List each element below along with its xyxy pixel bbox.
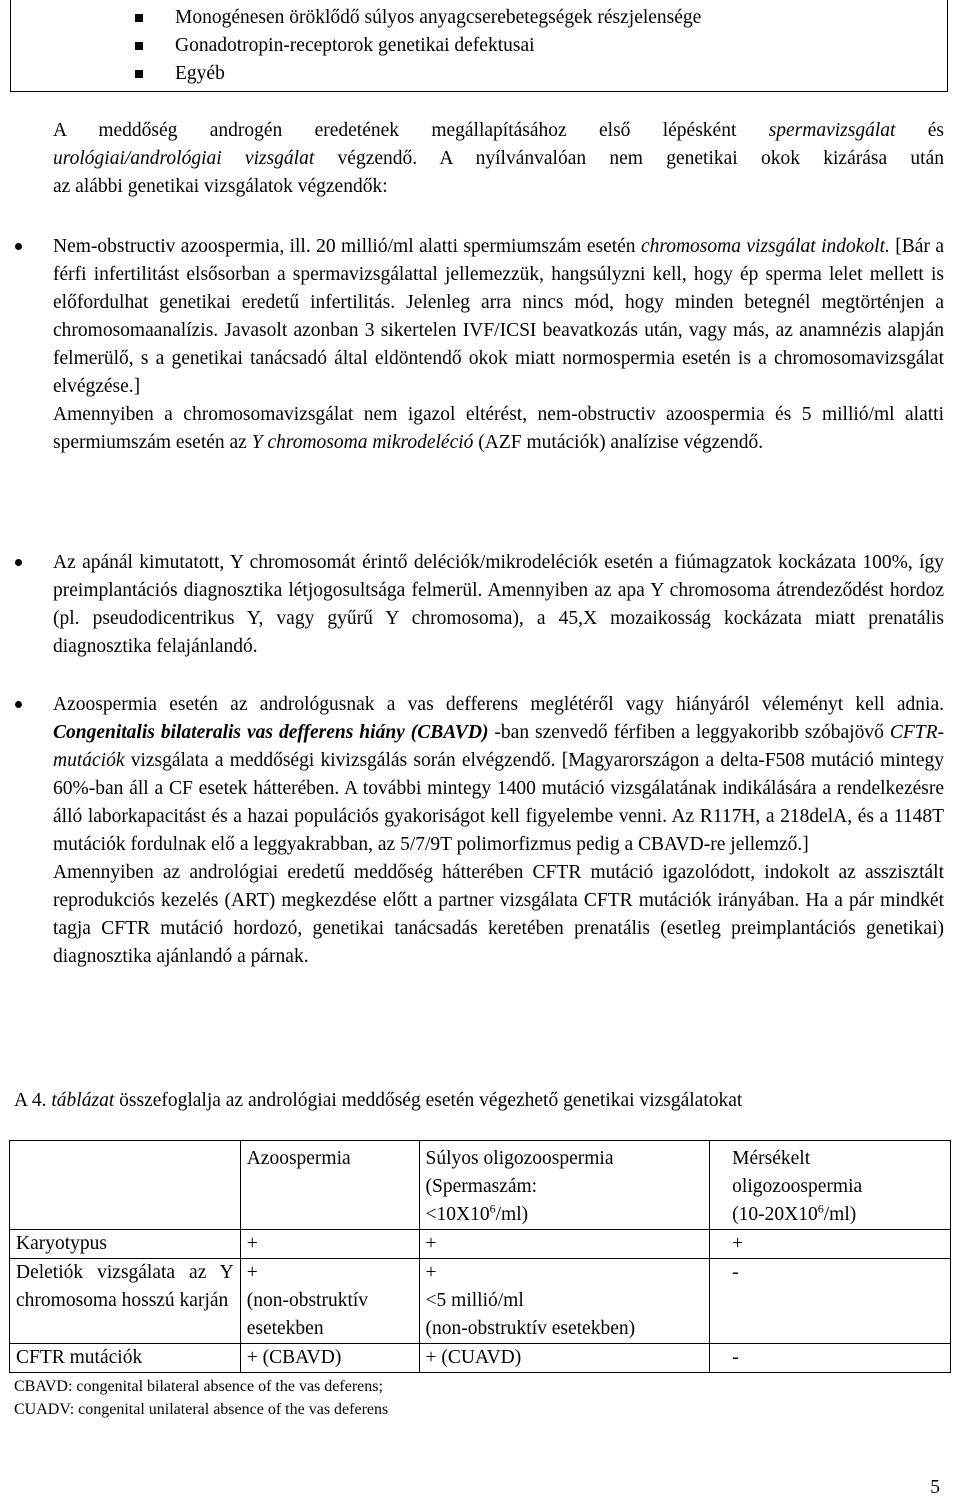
table-row-label: Karyotypus xyxy=(10,1230,241,1259)
table-cell: + (non-obstruktív esetekben xyxy=(240,1259,419,1344)
table-header-cell: Azoospermia xyxy=(240,1141,419,1230)
table-cell: + xyxy=(419,1230,710,1259)
table-cell: - xyxy=(710,1259,951,1344)
bullet-icon xyxy=(15,559,22,566)
footnote-cuadv: CUADV: congenital unilateral absence of the vas deferens xyxy=(14,1401,389,1418)
table-cell: + xyxy=(240,1230,419,1259)
bullet-icon xyxy=(15,701,22,708)
table-cell: + (CUAVD) xyxy=(419,1344,710,1373)
bullet-body: Nem-obstructiv azoospermia, ill. 20 millió/ml alatti spermiumszám esetén chromosoma vizsgálat indokolt. [Bár a férfi infertilitást elsősorban a spermavizsgálattal jellemezzük, hangsúlyzni kell, hogy ép sperma lelet mellett is előfordulhat genetikai eredetű infertilitás. Jelenleg arra nincs mód, hogy minden betegnél megtörténjen a chromosomaanalízis. Javasolt azonban 3 sikertelen IVF/ICSI beavatkozás után, vagy más, az anamnézis alapján felmerülő, s a genetikai tanácsadó által eldöntendő okok miatt normospermia esetén is a chromosomavizsgálat elvégzése.] Amennyiben a chromosomavizsgálat nem igazol eltérést, nem-obstructiv azoospermia és 5 millió/ml alatti spermiumszám esetén az Y chromosoma mikrodeléció (AZF mutációk) analízise végzendő. xyxy=(53,236,944,453)
table-row xyxy=(10,1230,951,1259)
square-bullet-list xyxy=(134,4,701,88)
genetic-tests-table xyxy=(9,1140,951,1373)
table-cell: + (CBAVD) xyxy=(240,1344,419,1373)
page-number: 5 xyxy=(930,1477,940,1498)
table-cell: + xyxy=(710,1230,951,1259)
table-header-empty xyxy=(10,1141,241,1230)
list-item: Egyéb xyxy=(134,60,701,88)
square-bullet-icon xyxy=(135,70,143,78)
table-header-row xyxy=(10,1141,951,1230)
table-intro: A 4. táblázat összefoglalja az andrológiai meddőség esetén végezhető genetikai vizsgálatokat xyxy=(14,1090,743,1111)
top-list-box xyxy=(10,0,948,92)
table-row xyxy=(10,1344,951,1373)
intro-paragraph: A meddőség androgén eredetének megállapításához első lépésként spermavizsgálat és urológiai/andrológiai vizsgálat végzendő. A nyílvánvalóan nem genetikai okok kizárása után az alábbi genetikai vizsgálatok végzendők: xyxy=(53,120,944,197)
bullet-icon xyxy=(15,243,22,250)
bullet-body: Az apánál kimutatott, Y chromosomát érintő deléciók/mikrodeléciók esetén a fiúmagzatok kockázata 100%, így preimplantációs diagnosztika létjogosultsága felmerül. Amennyiben az apa Y chromosoma átrendeződést hordoz (pl. pseudodicentrikus Y, vagy gyűrű Y chromosoma), a 45,X mozaikosság kockázata miatt prenatális diagnosztika felajánlandó. xyxy=(53,552,944,657)
square-bullet-icon xyxy=(135,14,143,22)
table-cell: + <5 millió/ml (non-obstruktív esetekben) xyxy=(419,1259,710,1344)
footnote-cbavd: CBAVD: congenital bilateral absence of the vas deferens; xyxy=(14,1378,383,1395)
table-row xyxy=(10,1259,951,1344)
square-bullet-icon xyxy=(135,42,143,50)
list-item: Gonadotropin-receptorok genetikai defektusai xyxy=(134,32,701,60)
table-row-label: Deletiók vizsgálata az Y chromosoma hosszú karján xyxy=(10,1259,241,1344)
table-row-label: CFTR mutációk xyxy=(10,1344,241,1373)
table-cell: - xyxy=(710,1344,951,1373)
bullet-body: Azoospermia esetén az andrológusnak a vas defferens meglétéről vagy hiányáról véleményt kell adnia. Congenitalis bilateralis vas defferens hiány (CBAVD) -ban szenvedő férfiben a leggyakoribb szóbajövő CFTR-mutációk vizsgálata a meddőségi kivizsgálás során elvégzendő. [Magyarországon a delta-F508 mutáció mintegy 60%-ban áll a CF esetek hátterében. A további mintegy 1400 mutáció vizsgálatának indikálására a rendelkezésre álló laborkapacitást és a hazai populációs gyakoriságot kell figyelembe venni. Az R117H, a 218delA, és a 1148T mutációk fordulnak elő a leggyakrabban, az 5/7/9T polimorfizmus pedig a CBAVD-re jellemző.] Amennyiben az andrológiai eredetű meddőség hátterében CFTR mutáció igazolódott, indokolt az asszisztált reprodukciós kezelés (ART) megkezdése előtt a partner vizsgálata CFTR mutációk irányában. Ha a pár mindkét tagja CFTR mutáció hordozó, genetikai tanácsadás keretében prenatális (esetleg preimplantációs genetikai) diagnosztika ajánlandó a párnak. xyxy=(53,694,944,967)
list-item: Monogénesen öröklődő súlyos anyagcserebetegségek részjelensége xyxy=(134,4,701,32)
table-header-cell: Mérsékelt oligozoospermia $(10-20X10^6/ml)$ xyxy=(710,1141,951,1230)
table-header-cell: Súlyos oligozoospermia (Spermaszám: $<10X10^6/ml$) xyxy=(419,1141,710,1230)
